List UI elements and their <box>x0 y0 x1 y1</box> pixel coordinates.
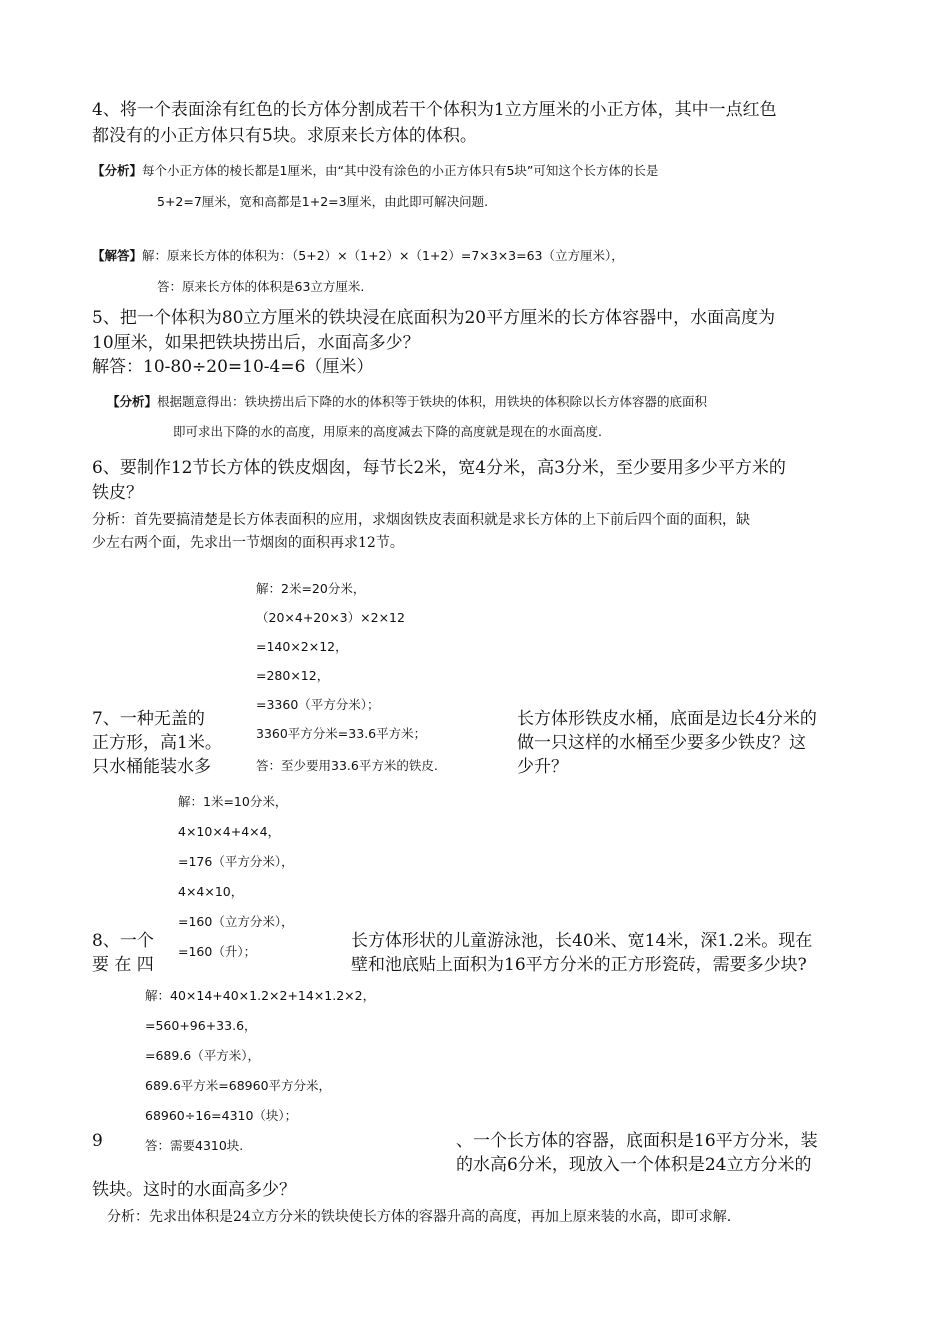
q6-solution-line: 解：2米=20分米， <box>256 581 366 596</box>
q5-analysis-line-2: 即可求出下降的水的高度，用原来的高度减去下降的高度就是现在的水面高度. <box>173 424 602 439</box>
q4-answer-text-1: 解：原来长方体的体积为：（5+2）×（1+2）×（1+2）=7×3×3=63（立方厘米）， <box>142 248 624 263</box>
q7-solution-line: 4×4×10， <box>178 884 244 899</box>
q7-solution-line: =176（平方分米）， <box>178 854 294 869</box>
q6-line-1: 6、要制作12节长方体的铁皮烟囱，每节长2米，宽4分米，高3分米，至少要用多少平方米的 <box>92 458 786 478</box>
q8-solution-line: 解：40×14+40×1.2×2+14×1.2×2， <box>145 988 376 1003</box>
q6-solution-line: =280×12， <box>256 668 330 683</box>
q8-left-line-1: 8、一个 <box>92 931 154 951</box>
q5-analysis-line-1 <box>107 392 707 410</box>
q6-solution-line: （20×4+20×3）×2×12 <box>256 610 405 625</box>
q9-analysis: 分析：先求出体积是24立方分米的铁块使长方体的容器升高的高度，再加上原来装的水高，即可求解. <box>107 1209 732 1225</box>
q7-left-line-1: 7、一种无盖的 <box>92 709 205 729</box>
q7-solution-line: =160（立方分米）， <box>178 914 294 929</box>
q8-right-line-2: 壁和池底贴上面积为16平方分米的正方形瓷砖，需要多少块? <box>351 955 807 975</box>
q7-solution-line: =160（升）； <box>178 944 257 959</box>
q9-right-line-2: 的水高6分米，现放入一个体积是24立方分米的 <box>456 1155 812 1175</box>
analysis-tag: 【分析】 <box>107 394 158 409</box>
q5-line-2: 10厘米，如果把铁块捞出后，水面高多少？ <box>92 333 420 353</box>
q7-right-line-3: 少升？ <box>517 757 568 777</box>
q8-right-line-1: 长方体形状的儿童游泳池，长40米、宽14米，深1.2米。现在 <box>351 931 813 951</box>
q7-left-line-2: 正方形，高1米。 <box>92 733 222 753</box>
q8-solution-line: =560+96+33.6， <box>145 1018 257 1033</box>
q7-right-line-1: 长方体形铁皮水桶，底面是边长4分米的 <box>517 709 817 729</box>
q9-line-3: 铁块。这时的水面高多少？ <box>92 1180 296 1200</box>
q8-solution-line: =689.6（平方米）， <box>145 1048 261 1063</box>
q4-answer-line-2: 答：原来长方体的体积是63立方厘米. <box>157 279 365 294</box>
q9-right-line-1: 、一个长方体的容器，底面积是16平方分米，装 <box>456 1131 818 1151</box>
answer-tag: 【解答】 <box>92 248 143 263</box>
q5-line-1: 5、把一个体积为80立方厘米的铁块浸在底面积为20平方厘米的长方体容器中，水面高度为 <box>92 308 776 328</box>
q7-right-line-2: 做一只这样的水桶至少要多少铁皮？这 <box>517 733 806 753</box>
q6-solution-line: 3360平方分米=33.6平方米； <box>256 726 427 741</box>
q4-line-2: 都没有的小正方体只有5块。求原来长方体的体积。 <box>92 126 477 146</box>
q4-analysis-text-1: 每个小正方体的棱长都是1厘米，由“其中没有涂色的小正方体只有5块”可知这个长方体的长是 <box>142 163 659 178</box>
q7-left-line-3: 只水桶能装水多 <box>92 757 211 777</box>
q7-solution-line: 4×10×4+4×4， <box>178 824 281 839</box>
q4-analysis-line-2: 5+2=7厘米，宽和高都是1+2=3厘米，由此即可解决问题. <box>157 194 489 209</box>
q6-solution-line: =3360（平方分米）； <box>256 697 380 712</box>
q8-solution-line: 答：需要4310块. <box>145 1138 244 1153</box>
q7-solution-line: 解：1米=10分米， <box>178 794 288 809</box>
q6-analysis-line-2: 少左右两个面，先求出一节烟囱的面积再求12节。 <box>92 535 404 551</box>
q8-left-line-2: 要 在 四 <box>92 955 154 975</box>
q4-analysis-line-1 <box>92 161 658 179</box>
q4-line-1: 4、将一个表面涂有红色的长方体分割成若干个体积为1立方厘米的小正方体，其中一点红色 <box>92 100 777 120</box>
q6-solution-line: =140×2×12， <box>256 639 348 654</box>
analysis-tag: 【分析】 <box>92 163 143 178</box>
q6-line-2: 铁皮？ <box>92 483 143 503</box>
q5-solution: 解答：10-80÷20=10-4=6（厘米） <box>92 357 374 377</box>
q5-analysis-text-1: 根据题意得出：铁块捞出后下降的水的体积等于铁块的体积，用铁块的体积除以长方体容器的底面积 <box>157 394 708 409</box>
q8-solution-line: 689.6平方米=68960平方分米， <box>145 1078 332 1093</box>
q9-number: 9 <box>92 1131 103 1151</box>
q8-solution-line: 68960÷16=4310（块）； <box>145 1108 298 1123</box>
q6-analysis-line-1: 分析：首先要搞清楚是长方体表面积的应用，求烟囱铁皮表面积就是求长方体的上下前后四个面的面积，缺 <box>92 512 750 528</box>
q6-solution-line: 答：至少要用33.6平方米的铁皮. <box>256 758 438 773</box>
q4-answer-line-1 <box>92 246 624 264</box>
